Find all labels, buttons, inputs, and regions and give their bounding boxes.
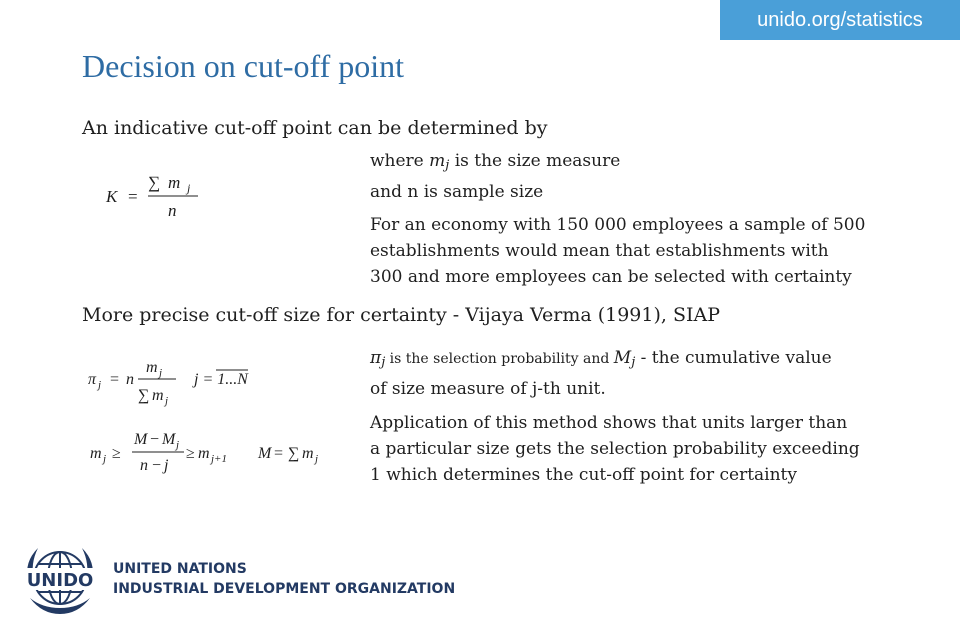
where-text: where $m_j$ is the size measure and n is sample size xyxy=(370,151,621,202)
formula-pi-n: n xyxy=(126,371,134,388)
formula-ineq-m2: m xyxy=(198,445,210,462)
formula-pi-pi: π xyxy=(88,371,97,388)
formula-ineq-j: j xyxy=(103,453,107,465)
formula-ineq-minus-top: − xyxy=(150,431,160,448)
formula-ineq-M3: M xyxy=(258,445,272,462)
formula-k-m: m xyxy=(168,173,181,192)
formula-pi-j: j xyxy=(98,379,102,391)
org-line-2: INDUSTRIAL DEVELOPMENT ORGANIZATION xyxy=(113,581,456,597)
formula-ineq-m3-sub: j xyxy=(315,453,319,465)
formula-ineq-ge1: ≥ xyxy=(112,445,121,462)
example-text: For an economy with 150 000 employees a sample of 500 establishments would mean that establishments with 300 and more employees can be selected with certainty xyxy=(370,215,866,287)
formula-k-j: j xyxy=(187,181,191,195)
formula-pi xyxy=(84,350,284,410)
logo-text: UNIDO xyxy=(26,570,94,591)
org-line-1: UNITED NATIONS xyxy=(113,561,247,577)
formula-ineq-j-bottom: j xyxy=(164,457,169,474)
formula-ineq-eq: = xyxy=(274,445,284,462)
intro-text: An indicative cut-off point can be determined by xyxy=(82,117,548,139)
formula-ineq-M1: M xyxy=(134,431,148,448)
formula-inequality xyxy=(86,418,336,480)
site-url-badge[interactable]: unido.org/statistics xyxy=(720,0,960,40)
formula-k-n: n xyxy=(168,201,177,220)
formula-pi-j-bottom: j xyxy=(165,395,169,407)
section2-heading: More precise cut-off size for certainty - Vijaya Verma (1991), SIAP xyxy=(82,304,720,326)
formula-ineq-m: m xyxy=(90,445,102,462)
formula-ineq-m3: m xyxy=(302,445,314,462)
formula-ineq-M2-sub: j xyxy=(176,439,180,451)
org-name xyxy=(113,559,455,599)
formula-ineq-ge2: ≥ xyxy=(186,445,195,462)
formula-pi-range: j = 1...N xyxy=(194,371,248,388)
formula-k xyxy=(100,168,210,226)
formula-k-sum: ∑ xyxy=(148,173,161,192)
formula-ineq-M2: M xyxy=(162,431,176,448)
formula-pi-eq: = xyxy=(110,371,120,388)
application-text: Application of this method shows that units larger than a particular size gets the selection probability exceeding 1 which determines the cut-off point for certainty xyxy=(370,413,860,485)
formula-ineq-sum: ∑ xyxy=(288,445,300,462)
slide-title: Decision on cut-off point xyxy=(82,48,405,84)
formula-k-K: K xyxy=(106,187,118,206)
unido-logo xyxy=(20,540,100,620)
formula-pi-sum: ∑ xyxy=(138,387,150,404)
formula-k-eq: = xyxy=(128,187,138,206)
formula-pi-j-top: j xyxy=(159,367,163,379)
pi-definition-text: $\pi_j$ is the selection probability and $M_j$ - the cumulative value of size measure of j-th unit. xyxy=(370,348,832,399)
formula-ineq-j1: j+1 xyxy=(211,453,227,465)
formula-ineq-n: n xyxy=(140,457,148,474)
formula-pi-m-top: m xyxy=(146,359,158,376)
formula-ineq-minus-bottom: − xyxy=(152,457,162,474)
formula-pi-m-bottom: m xyxy=(152,387,164,404)
